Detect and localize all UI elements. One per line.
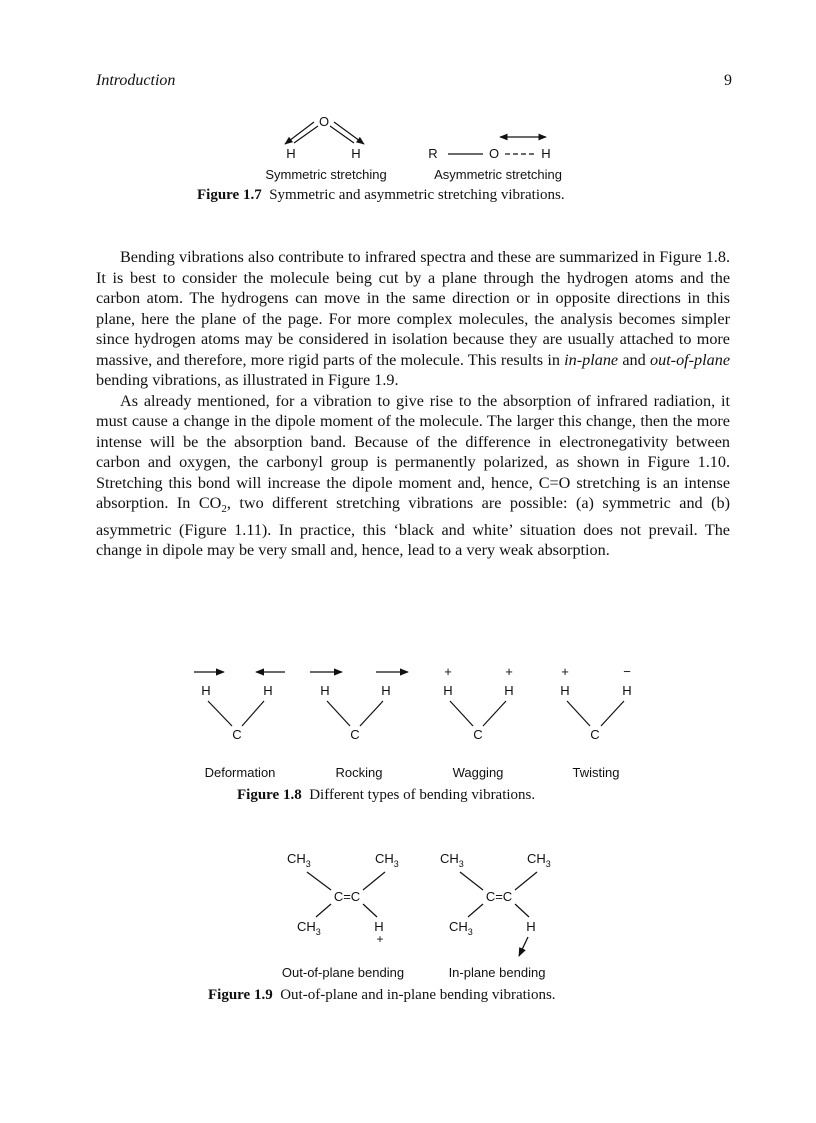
fig18-twisting-minus: − xyxy=(623,664,631,679)
fig19-ip-label: In-plane bending xyxy=(448,965,546,980)
fig19-oop-ch3-top-left-ch: CH xyxy=(287,851,306,866)
fig17-asym-atom-o: O xyxy=(488,146,500,161)
fig18-rocking-h-right: H xyxy=(381,683,391,698)
fig17-sym-atom-h-left: H xyxy=(286,146,296,161)
fig19-oop-cc: C=C xyxy=(333,889,361,904)
fig18-wagging-bond-left xyxy=(450,701,473,726)
fig18-twisting-label: Twisting xyxy=(572,765,620,780)
fig19-ip-ch3-bottom xyxy=(449,919,473,937)
fig19-oop-ch3-top-right-ch: CH xyxy=(375,851,394,866)
fig18-twisting-bond-right xyxy=(601,701,624,726)
figure-1-8-diagram xyxy=(180,660,650,785)
fig17-asym-label: Asymmetric stretching xyxy=(434,167,562,182)
fig19-oop-h: H xyxy=(374,919,384,934)
fig19-ip-ch3-top-right-sub: 3 xyxy=(545,859,551,869)
fig18-rocking-h-left: H xyxy=(320,683,330,698)
fig19-ip-ch3-top-left xyxy=(440,851,464,869)
fig19-ip-bond-bottom-left xyxy=(468,904,483,917)
fig19-oop-ch3-top-left-sub: 3 xyxy=(305,859,311,869)
body-text xyxy=(96,247,730,561)
fig19-ip-bond-top-right xyxy=(515,872,537,890)
figure-1-7-diagram xyxy=(250,110,590,185)
paragraph-1-end: bending vibrations, as illustrated in Figure 1.9. xyxy=(96,371,399,389)
figure-1-9-diagram xyxy=(260,845,570,985)
fig18-wagging-h-left: H xyxy=(443,683,453,698)
figure-1-7-caption xyxy=(197,187,565,204)
fig19-oop-ch3-bottom-sub: 3 xyxy=(315,927,321,937)
fig18-wagging-h-right: H xyxy=(504,683,514,698)
fig19-oop-bond-bottom-right xyxy=(363,904,377,917)
fig19-ip-bond-top-left xyxy=(460,872,483,890)
fig19-ip-arrow xyxy=(519,937,528,956)
fig18-rocking-c: C xyxy=(350,727,360,742)
fig18-wagging-plus-right: + xyxy=(505,664,513,679)
fig19-ip-ch3-bottom-ch: CH xyxy=(449,919,468,934)
fig19-oop-bond-top-left xyxy=(307,872,331,890)
fig19-ip-ch3-top-left-sub: 3 xyxy=(458,859,464,869)
figure-1-8-caption-number: Figure 1.8 xyxy=(237,787,302,803)
fig18-twisting-h-right: H xyxy=(622,683,632,698)
term-out-of-plane: out-of-plane xyxy=(650,350,731,369)
fig18-twisting-h-left: H xyxy=(560,683,570,698)
fig18-twisting-c: C xyxy=(590,727,600,742)
fig18-twisting-bond-left xyxy=(567,701,590,726)
fig18-deformation-h-right: H xyxy=(263,683,273,698)
fig19-oop-ch3-top-left xyxy=(287,851,311,869)
fig19-oop-ch3-top-right-sub: 3 xyxy=(393,859,399,869)
fig18-twisting-plus: + xyxy=(561,664,569,679)
fig18-deformation-c: C xyxy=(232,727,242,742)
paragraph-1-and: and xyxy=(622,350,646,369)
paragraph-2-text-a: As already mentioned, for a vibration to give rise to the absorption of infrared radiation, it must cause a change in the dipole moment of the molecule. The larger this change, then the more intense will be the absorption band. Because of the difference in electronegativity between carbon and oxygen, the carbonyl group is permanently polarized, as shown in Figure 1.10. Stretching this bond will increase the dipole moment and, hence, C=O stretching is an intense absorption. In CO xyxy=(96,391,730,512)
fig19-ip-ch3-top-left-ch: CH xyxy=(440,851,459,866)
page-number: 9 xyxy=(724,72,732,89)
fig17-sym-label: Symmetric stretching xyxy=(265,167,387,182)
fig19-ip-cc: C=C xyxy=(485,889,513,904)
fig17-sym-arrow-left xyxy=(285,122,314,144)
figure-1-8-caption xyxy=(237,787,535,804)
fig18-wagging-plus-left: + xyxy=(444,664,452,679)
fig17-asym-atom-r: R xyxy=(428,146,438,161)
fig19-oop-ch3-bottom xyxy=(297,919,321,937)
fig19-oop-plus: + xyxy=(376,932,384,946)
figure-1-7-caption-number: Figure 1.7 xyxy=(197,187,262,203)
fig18-rocking-bond-left xyxy=(327,701,350,726)
fig19-oop-label: Out-of-plane bending xyxy=(281,965,405,980)
fig19-ip-bond-bottom-right xyxy=(515,904,529,917)
paragraph-2 xyxy=(96,391,730,561)
fig18-deformation-label: Deformation xyxy=(204,765,276,780)
fig19-oop-bond-bottom-left xyxy=(316,904,331,917)
term-in-plane: in-plane xyxy=(564,350,619,369)
paragraph-1-text: Bending vibrations also contribute to infrared spectra and these are summarized in Figure 1.8. It is best to consider the molecule being cut by a plane through the hydrogen atoms and the carbon atom. The hydrogens can move in the same direction or in opposite directions in this plane, here the plane of the page. For more complex molecules, the analysis becomes simpler since hydrogen atoms may be considered in isolation because they are usually attached to more massive, and therefore, more rigid parts of the molecule. This results in xyxy=(96,248,730,369)
fig19-ip-ch3-top-right xyxy=(527,851,551,869)
fig18-rocking-bond-right xyxy=(360,701,383,726)
fig19-ip-h: H xyxy=(526,919,536,934)
fig18-rocking-label: Rocking xyxy=(335,765,383,780)
fig17-sym-atom-h-right: H xyxy=(351,146,361,161)
figure-1-9-caption-number: Figure 1.9 xyxy=(208,987,273,1003)
fig18-deformation-bond-left xyxy=(208,701,232,726)
fig19-ip-ch3-bottom-sub: 3 xyxy=(467,927,473,937)
fig17-asym-atom-h: H xyxy=(541,146,551,161)
co2-subscript: 2 xyxy=(221,503,227,516)
fig19-oop-ch3-bottom-ch: CH xyxy=(297,919,316,934)
fig18-wagging-c: C xyxy=(473,727,483,742)
figure-1-9-caption xyxy=(208,987,556,1004)
fig19-ip-ch3-top-right-ch: CH xyxy=(527,851,546,866)
fig18-wagging-label: Wagging xyxy=(452,765,504,780)
fig18-deformation-h-left: H xyxy=(201,683,211,698)
running-head: Introduction xyxy=(96,72,176,89)
fig17-sym-atom-o: O xyxy=(318,114,330,129)
paragraph-2-text-b: , two different stretching vibrations are possible: (a) symmetric and (b) asymmetric (Figure 1.11). In practice, this ‘black and white’ situation does not prevail. The change in dipole may be very small and, hence, lead to a very weak absorption. xyxy=(96,494,731,560)
fig18-deformation-bond-right xyxy=(242,701,264,726)
figure-1-8-caption-text: Different types of bending vibrations. xyxy=(309,787,536,803)
fig18-wagging-bond-right xyxy=(483,701,506,726)
fig19-oop-bond-top-right xyxy=(363,872,385,890)
fig17-sym-arrow-right xyxy=(334,122,364,144)
figure-1-7-caption-text: Symmetric and asymmetric stretching vibrations. xyxy=(269,187,565,203)
fig19-oop-ch3-top-right xyxy=(375,851,399,869)
figure-1-9-caption-text: Out-of-plane and in-plane bending vibrations. xyxy=(280,987,556,1003)
paragraph-1 xyxy=(96,247,730,391)
